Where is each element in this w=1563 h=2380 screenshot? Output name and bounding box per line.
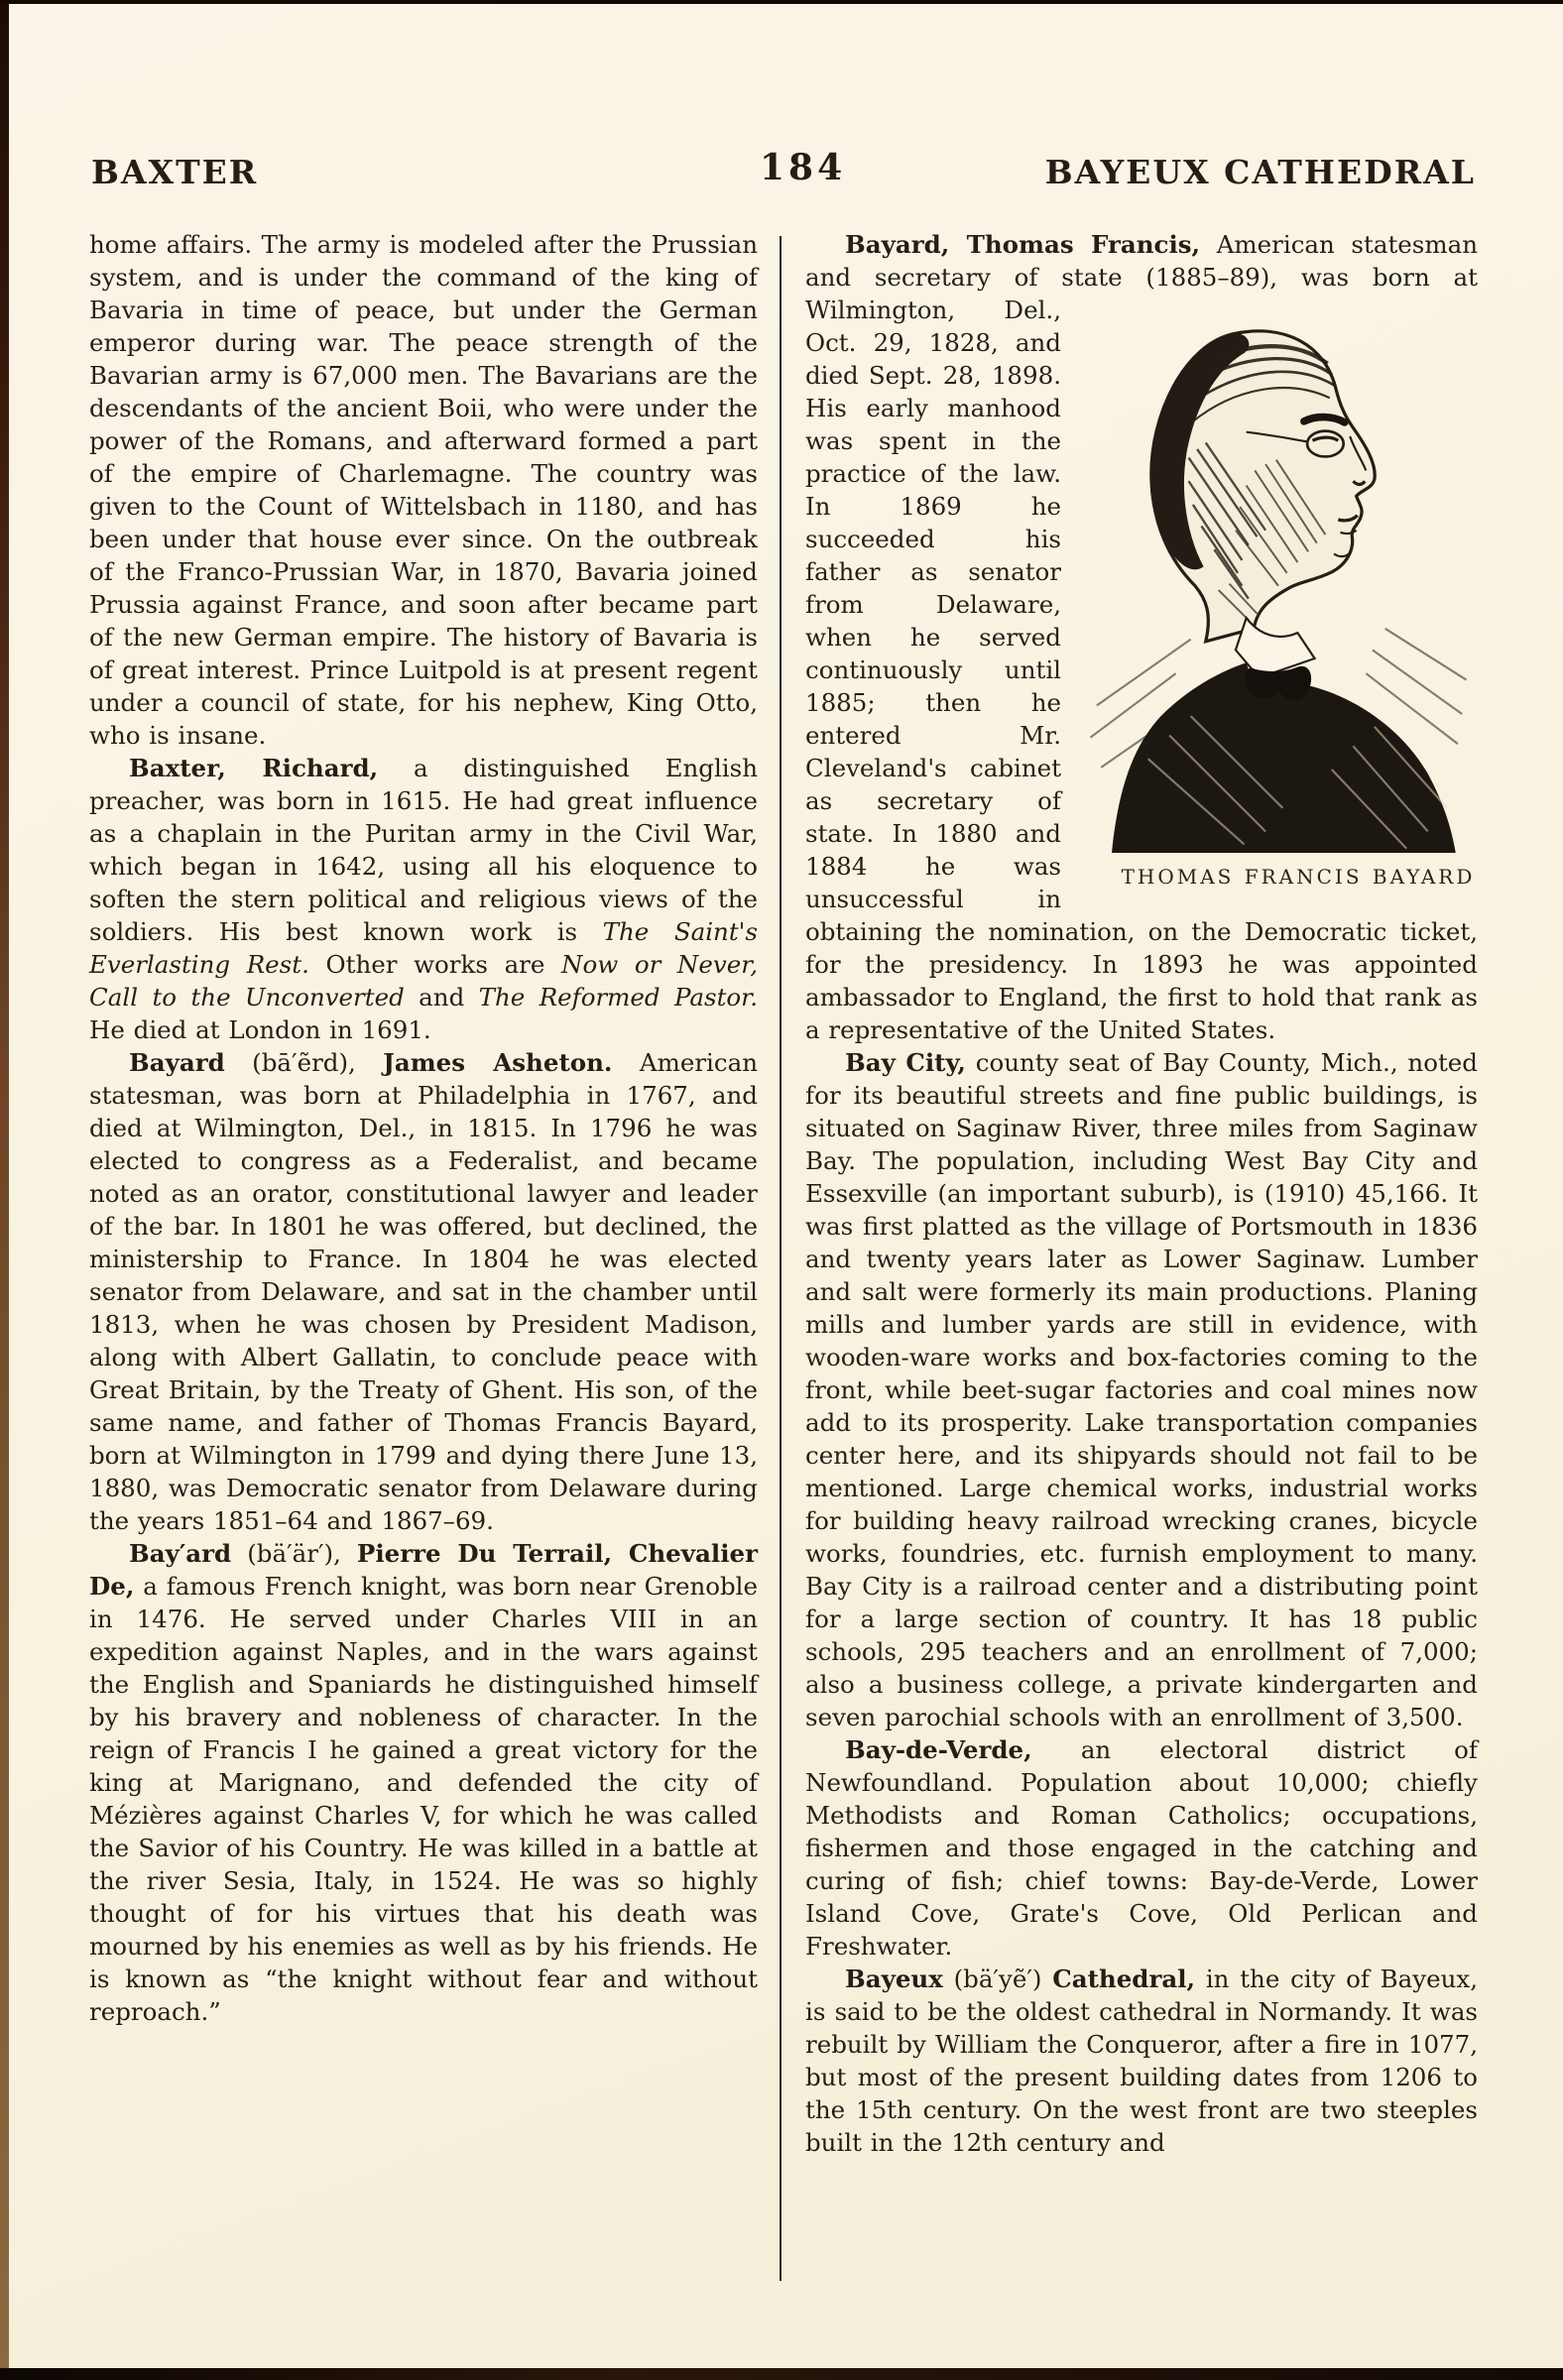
entry-text: was born at Wilmington, Del., Oct. 29, 1828, and died Sept. 28, 1898. His early manhood was spent in the practice of the law. In 1869 he succeeded his father as senator from Delaware, when he served continuously until 1885; then he entered Mr. Cleveland's cabinet as secretary of state. In 1880 and 1884 he was unsuccessful in obtaining the nomination, on the Democratic ticket, for the presidency. In 1893 he was appointed ambassador to England, the first to hold that rank as a representative of the United States.: [805, 263, 1478, 1044]
book-title: The Saint's Everlasting Rest.: [89, 917, 758, 979]
headword: Bay′ard: [129, 1539, 232, 1568]
left-column: [89, 228, 758, 2028]
headword: Bay City,: [845, 1048, 966, 1077]
page-edge-left: [0, 0, 9, 2380]
book-title: Now or Never, Call to the Unconverted: [89, 950, 759, 1012]
running-head-left: BAXTER: [91, 153, 259, 191]
entry-text: an electoral district of Newfoundland. Population about 10,000; chiefly Methodists and Roman Catholics; occupations, fishermen and those engaged in the catching and curing of fish; chief towns: Bay-de-Verde, Lower Island Cove, Grate's Cove, Old Perlican and Freshwater.: [805, 1735, 1478, 1961]
headword: Cathedral,: [1052, 1964, 1196, 1993]
page-content: [89, 147, 1478, 2281]
running-head: [89, 147, 1478, 210]
entry-bayard-pierre: [89, 1537, 758, 2028]
entry-baxter-richard: [89, 752, 758, 1046]
entry-text: a distinguished English preacher, was born in 1615. He had great influence as a chaplain in the Puritan army in the Civil War, which began in 1642, using all his eloquence to soften the stern political and religious views of the soldiers. His best known work is: [89, 754, 758, 946]
entry-bayard-james: [89, 1046, 758, 1537]
columns: [89, 228, 1478, 2281]
page-edge-bottom: [0, 2368, 1563, 2380]
headword: Bay-de-Verde,: [845, 1735, 1032, 1764]
page-number: 184: [760, 147, 847, 188]
entry-bay-de-verde: [805, 1733, 1478, 1963]
pronunciation: (bä′yẽ′): [942, 1964, 1053, 1993]
portrait-engraving: [1079, 298, 1478, 853]
entry-bavaria-continuation: [89, 228, 758, 752]
portrait-figure: [1079, 298, 1478, 893]
pronunciation: (bā′ẽrd),: [224, 1048, 384, 1077]
headword: Bayard, Thomas Francis,: [845, 230, 1201, 259]
page-edge-top: [0, 0, 1563, 4]
column-divider: [780, 236, 782, 2281]
running-head-right: BAYEUX CATHEDRAL: [1044, 153, 1476, 191]
right-column: [805, 228, 1478, 2159]
entry-text: American statesman and secretary of state (1885–89),: [805, 230, 1478, 292]
entry-bayeux-cathedral: [805, 1963, 1478, 2159]
entry-text: home affairs. The army is modeled after the Prussian system, and is under the command of the king of Bavaria in time of peace, but under the German emperor during war. The peace strength of the Bavarian army is 67,000 men. The Bavarians are the descendants of the ancient Boii, who were under the power of the Romans, and afterward formed a part of the empire of Charlemagne. The country was given to the Count of Wittelsbach in 1180, and has been under that house ever since. On the outbreak of the Franco-Prussian War, in 1870, Bavaria joined Prussia against France, and soon after became part of the new German empire. The history of Bavaria is of great interest. Prince Luitpold is at present regent under a council of state, for his nephew, King Otto, who is insane.: [89, 230, 758, 750]
pronunciation: (bä′är′),: [231, 1539, 357, 1568]
entry-bay-city: [805, 1046, 1478, 1733]
entry-bayard-thomas: [805, 228, 1478, 1046]
entry-text: Other works are: [308, 950, 562, 979]
portrait-caption: THOMAS FRANCIS BAYARD: [1121, 865, 1476, 889]
headword: Pierre Du Terrail, Chevalier De,: [89, 1539, 758, 1601]
entry-text: American statesman, was born at Philadelphia in 1767, and died at Wilmington, Del., in 1815. In 1796 he was elected to congress as a Federalist, and became noted as an orator, constitutional lawyer and leader of the bar. In 1801 he was offered, but declined, the ministership to France. In 1804 he was elected senator from Delaware, and sat in the chamber until 1813, when he was chosen by President Madison, along with Albert Gallatin, to conclude peace with Great Britain, by the Treaty of Ghent. His son, of the same name, and father of Thomas Francis Bayard, born at Wilmington in 1799 and dying there June 13, 1880, was Democratic senator from Delaware during the years 1851–64 and 1867–69.: [89, 1048, 758, 1535]
entry-text: in the city of Bayeux, is said to be the oldest cathedral in Normandy. It was rebuilt by William the Conqueror, after a fire in 1077, but most of the present building dates from 1206 to the 15th century. On the west front are two steeples built in the 12th century and: [805, 1964, 1478, 2157]
entry-text: county seat of Bay County, Mich., noted for its beautiful streets and fine public buildings, is situated on Saginaw River, three miles from Saginaw Bay. The population, including West Bay City and Essexville (an important suburb), is (1910) 45,166. It was first platted as the village of Portsmouth in 1836 and twenty years later as Lower Saginaw. Lumber and salt were formerly its main productions. Planing mills and lumber yards are still in evidence, with wooden-ware works and box-factories coming to the front, while beet-sugar factories and coal mines now add to its prosperity. Lake transportation companies center here, and its shipyards should not fail to be mentioned. Large chemical works, industrial works for building heavy railroad wrecking cranes, bicycle works, foundries, etc. furnish employment to many. Bay City is a railroad center and a distributing point for a large section of country. It has 18 public schools, 295 teachers and an enrollment of 7,000; also a business college, a private kindergarten and seven parochial schools with an enrollment of 3,500.: [805, 1048, 1478, 1731]
headword: Bayard: [129, 1048, 225, 1077]
headword: Bayeux: [845, 1964, 943, 1993]
headword: James Asheton.: [383, 1048, 613, 1077]
entry-text: and: [404, 983, 479, 1012]
entry-text: a famous French knight, was born near Grenoble in 1476. He served under Charles VIII in an expedition against Naples, and in the wars against the English and Spaniards he distinguished himself by his bravery and nobleness of character. In the reign of Francis I he gained a great victory for the king at Marignano, and defended the city of Mézières against Charles V, for which he was called the Savior of his Country. He was killed in a battle at the river Sesia, Italy, in 1524. He was so highly thought of for his virtues that his death was mourned by his enemies as well as by his friends. He is known as “the knight without fear and without reproach.”: [89, 1572, 758, 2026]
entry-text: He died at London in 1691.: [89, 1015, 431, 1044]
book-title: The Reformed Pastor.: [478, 983, 758, 1012]
headword: Baxter, Richard,: [129, 754, 379, 782]
